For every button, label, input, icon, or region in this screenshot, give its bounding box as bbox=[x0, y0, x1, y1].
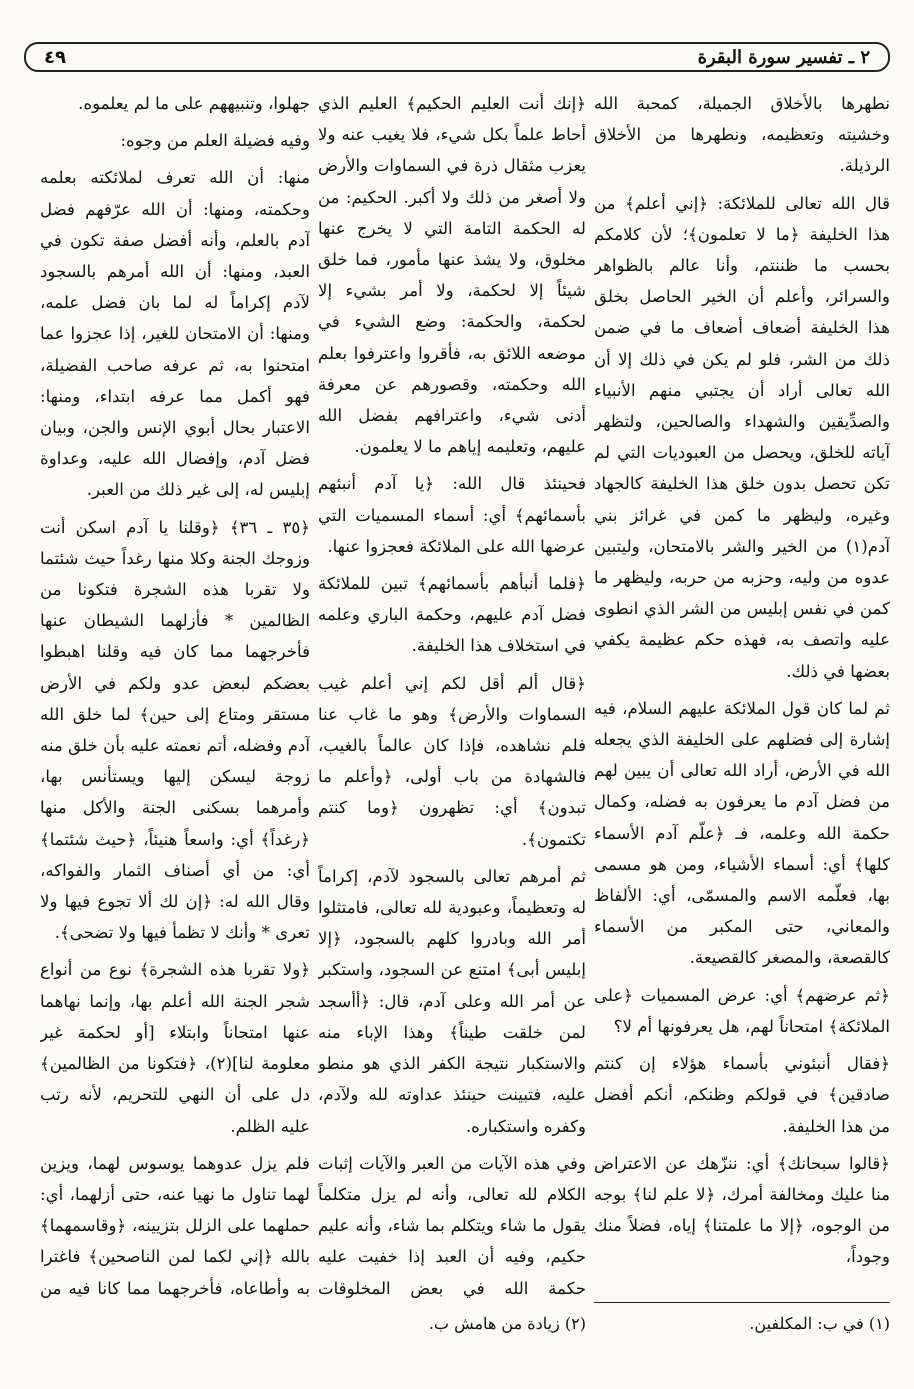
paragraph: فحينئذ قال الله: ﴿يا آدم أنبئهم بأسمائهم﴾ أي: أسماء المسميات التي عرضها الله على الملائكة فعجزوا عنها. bbox=[318, 474, 586, 556]
text-column-middle bbox=[318, 88, 586, 1300]
footnote-2: (٢) زيادة من هامش ب. bbox=[428, 1314, 586, 1333]
paragraph: منها: أن الله تعرف لملائكته بعلمه وحكمته، ومنها: أن الله عرّفهم فضل آدم بالعلم، وأنه أفضل صفة تكون في العبد، ومنها: أن الله أمرهم بالسجود لآدم إكراماً له لما بان فضل علمه، ومنها: أن الامتحان للغير، إذا عجزوا عما امتحنوا به، ثم عرفه صاحب الفضيلة، فهو أكمل مما عرفه ابتداء، ومنها: الاعتبار بحال أبوي الإنس والجن، وبيان فضل آدم، وإفضال الله عليه، وعداوة إبليس له، إلى غير ذلك من العبر. bbox=[40, 168, 310, 500]
paragraph: ﴿ثم عرضهم﴾ أي: عرض المسميات ﴿على الملائكة﴾ امتحاناً لهم، هل يعرفونها أم لا؟ bbox=[594, 985, 890, 1036]
text-column-left bbox=[40, 88, 310, 1300]
footnote-divider bbox=[594, 1302, 890, 1303]
paragraph: ثم أمرهم تعالى بالسجود لآدم، إكراماً له وتعظيماً، وعبودية لله تعالى، فامتثلوا أمر الله وبادروا كلهم بالسجود، ﴿إلا إبليس أبى﴾ امتنع عن السجود، واستكبر عن أمر الله وعلى آدم، قال: ﴿أأسجد لمن خلقت طيناً﴾ وهذا الإباء منه والاستكبار نتيجة الكفر الذي هو منطو عليه، فتبينت حينئذ عداوته لله ولآدم، وكفره واستكباره. bbox=[318, 866, 586, 1136]
paragraph: وفي هذه الآيات من العبر والآيات إثبات الكلام لله تعالى، وأنه لم يزل متكلماً يقول ما شاء ويتكلم بما شاء، وأنه عليم حكيم، وفيه أن العبد إذا خفيت عليه حكمة الله في بعض المخلوقات bbox=[318, 1153, 586, 1298]
paragraph: ثم لما كان قول الملائكة عليهم السلام، فيه إشارة إلى فضلهم على الخليفة الذي يجعله الله في الأرض، أراد الله تعالى أن يبين لهم من فضل آدم ما يعرفون به فضله، وكمال حكمة الله وعلمه، فـ ﴿علّم آدم الأسماء كلها﴾ أي: أسماء الأشياء، ومن هو مسمى بها، فعلّمه الاسم والمسمّى، أي: الألفاظ والمعاني، حتى المكبر من الأسماء كالقصعة، والمصغر كالقصيعة. bbox=[594, 698, 890, 968]
paragraph: ﴿إنك أنت العليم الحكيم﴾ العليم الذي أحاط علماً بكل شيء، فلا يغيب عنه ولا يعزب مثقال ذرة في السماوات والأرض ولا أصغر من ذلك ولا أكبر. الحكيم: من له الحكمة التامة التي لا يخرج عنها مخلوق، ولا يشذ عنها مأمور، فما خلق شيئاً إلا لحكمة، ولا أمر بشيء إلا لحكمة، والحكمة: وضع الشيء في موضعه اللائق به، فأقروا واعترفوا بعلم الله وحكمته، وقصورهم عن معرفة أدنى شيء، واعترافهم بفضل الله عليهم، وتعليمه إياهم ما لا يعلمون. bbox=[318, 94, 586, 457]
paragraph: فلم يزل عدوهما يوسوس لهما، ويزين لهما تناول ما نهيا عنه، حتى أزلهما، أي: حملهما على الزلل بتزيينه، ﴿وقاسمهما﴾ بالله ﴿إني لكما لمن الناصحين﴾ فاغترا به وأطاعاه، فأخرجهما مما كانا فيه من bbox=[40, 1153, 310, 1298]
paragraph: ﴿٣٥ ـ ٣٦﴾ ﴿وقلنا يا آدم اسكن أنت وزوجك الجنة وكلا منها رغداً حيث شئتما ولا تقربا هذه الشجرة فتكونا من الظالمين * فأزلهما الشيطان عنها فأخرجهما مما كان فيه وقلنا اهبطوا بعضكم لبعض عدو ولكم في الأرض مستقر ومتاع إلى حين﴾ لما خلق الله آدم وفضله، أتم نعمته عليه بأن خلق منه زوجة ليسكن إليها ويستأنس بها، وأمرهما بسكنى الجنة والأكل منها ﴿رغداً﴾ أي: واسعاً هنيئاً، ﴿حيث شئتما﴾ أي: من أي أصناف الثمار والفواكه، وقال الله له: ﴿إن لك ألا تجوع فيها ولا تعرى * وأنك لا تظمأ فيها ولا تضحى﴾. bbox=[40, 517, 310, 943]
paragraph: ﴿فلما أنبأهم بأسمائهم﴾ تبين للملائكة فضل آدم عليهم، وحكمة الباري وعلمه في استخلاف هذا الخليفة. bbox=[318, 574, 586, 656]
footnote-1: (١) في ب: المكلفين. bbox=[749, 1314, 890, 1333]
paragraph: ﴿قال ألم أقل لكم إني أعلم غيب السماوات والأرض﴾ وهو ما غاب عنا فلم نشاهده، فإذا كان عالماً بالغيب، فالشهادة من باب أولى، ﴿وأعلم ما تبدون﴾ أي: تظهرون ﴿وما كنتم تكتمون﴾. bbox=[318, 673, 586, 849]
paragraph: ﴿قالوا سبحانك﴾ أي: ننزّهك عن الاعتراض منا عليك ومخالفة أمرك، ﴿لا علم لنا﴾ بوجه من الوجوه، ﴿إلا ما علمتنا﴾ إياه، فضلاً منك وجوداً، bbox=[594, 1153, 890, 1267]
page-header bbox=[24, 42, 890, 72]
paragraph: وفيه فضيلة العلم من وجوه: bbox=[120, 131, 310, 151]
paragraph: ﴿فقال أنبئوني بأسماء هؤلاء إن كنتم صادقين﴾ في قولكم وظنكم، أنكم أفضل من هذا الخليفة. bbox=[594, 1054, 890, 1136]
text-column-right bbox=[594, 88, 890, 1300]
page-number: ٤٩ bbox=[44, 46, 66, 68]
paragraph: جهلوا، وتنبيههم على ما لم يعلموه. bbox=[78, 94, 310, 113]
surah-title: ٢ ـ تفسير سورة البقرة bbox=[697, 46, 870, 68]
paragraph: نطهرها بالأخلاق الجميلة، كمحبة الله وخشيته وتعظيمه، ونطهرها من الأخلاق الرذيلة. bbox=[594, 94, 890, 176]
paragraph: ﴿ولا تقربا هذه الشجرة﴾ نوع من أنواع شجر الجنة الله أعلم بها، وإنما نهاهما عنها امتحاناً وابتلاء [أو لحكمة غير معلومة لنا](٢)، ﴿فتكونا من الظالمين﴾ دل على أن النهي للتحريم، لأنه رتب عليه الظلم. bbox=[40, 960, 310, 1136]
paragraph: قال الله تعالى للملائكة: ﴿إني أعلم﴾ من هذا الخليفة ﴿ما لا تعلمون﴾؛ لأن كلامكم بحسب ما ظننتم، وأنا عالم بالظواهر والسرائر، وأعلم أن الخير الحاصل بخلق هذا الخليفة أضعاف أضعاف ما في ضمن ذلك من الشر، فلو لم يكن في ذلك إلا أن الله تعالى أراد أن يجتبي منهم الأنبياء والصدِّيقين والشهداء والصالحين، ولتظهر آياته للخلق، ويحصل من العبوديات التي لم تكن تحصل بدون خلق هذا الخليفة كالجهاد وغيره، وليظهر ما كمن في غرائز بني آدم(١) من الخير والشر بالامتحان، وليتبين عدوه من وليه، وحزبه من حربه، وليظهر ما كمن في نفس إبليس من الشر الذي انطوى عليه واتصف به، فهذه حكم عظيمة يكفي بعضها في ذلك. bbox=[594, 193, 890, 681]
